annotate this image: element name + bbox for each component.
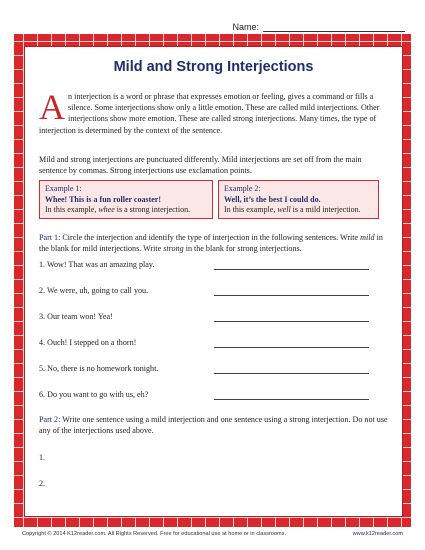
example-box-2 [218, 180, 379, 219]
punctuation-paragraph: Mild and strong interjections are punctuated differently. Mild interjections are set off from the main sentence by commas. Strong interjections use exclamation points. [39, 155, 362, 176]
question-row [39, 312, 389, 321]
decorative-border-frame [14, 34, 411, 527]
question-text: 1. Wow! That was an amazing play. [39, 260, 155, 269]
page-footer [22, 531, 403, 537]
site-url-link[interactable]: www.k12reader.com [352, 531, 403, 537]
example-sentence: Whee! This is a fun roller coaster! [45, 194, 161, 204]
question-text: 3. Our team won! Yea! [39, 312, 113, 321]
part2-item-1[interactable]: 1. [39, 453, 46, 462]
question-text: 2. We were, uh, going to call you. [39, 286, 149, 295]
copyright-text: Copyright © 2014 K12reader.com. All Rights Reserved. Free for educational use at home or in classrooms. [22, 531, 287, 537]
question-row [39, 286, 389, 295]
part1-label: Part 1: [39, 233, 61, 242]
question-text: 6. Do you want to go with us, eh? [39, 390, 149, 399]
drop-cap-letter: A [39, 87, 65, 127]
question-row [39, 390, 389, 399]
answer-blank[interactable] [214, 295, 369, 296]
question-text: 4. Ouch! I stepped on a thorn! [39, 338, 137, 347]
answer-blank[interactable] [214, 399, 369, 400]
part2-instructions: Part 2: Write one sentence using a mild interjection and one sentence using a strong interjection. Do not use any of the interjections used above. [39, 415, 388, 436]
name-blank-line[interactable] [263, 22, 405, 32]
answer-blank[interactable] [214, 269, 369, 270]
intro-text: n interjection is a word or phrase that expresses emotion or feeling, gives a command or fills a silence. Some interjections show only a little emotion. These are called mild interjections. Other interjections show more emotion. These are called strong interjections. Many times, the type of interjection is determined by the context of the sentence. [39, 92, 380, 135]
example-note: In this example, well is a mild interjection. [224, 205, 361, 214]
answer-blank[interactable] [214, 347, 369, 348]
answer-blank[interactable] [214, 321, 369, 322]
part2-label: Part 2: [39, 415, 61, 424]
example-label: Example 1: [45, 184, 82, 193]
example-note: In this example, whee is a strong interjection. [45, 205, 191, 214]
name-field [232, 22, 405, 32]
question-text: 5. No, there is no homework tonight. [39, 364, 159, 373]
name-label: Name: [232, 22, 259, 32]
worksheet-content-area [24, 46, 403, 517]
example-box-1 [39, 180, 213, 219]
example-label: Example 2: [224, 184, 261, 193]
intro-paragraph [39, 87, 384, 136]
worksheet-title: Mild and Strong Interjections [113, 59, 314, 75]
example-sentence: Well, it’s the best I could do. [224, 194, 321, 204]
question-row [39, 338, 389, 347]
answer-blank[interactable] [214, 373, 369, 374]
part2-item-2[interactable]: 2. [39, 479, 46, 488]
question-row [39, 364, 389, 373]
question-row [39, 260, 389, 269]
part1-instructions: Part 1: Circle the interjection and identify the type of interjection in the following sentences. Write mild in the blank for mild interjections. Write strong in the blank for strong interjections. [39, 233, 383, 254]
